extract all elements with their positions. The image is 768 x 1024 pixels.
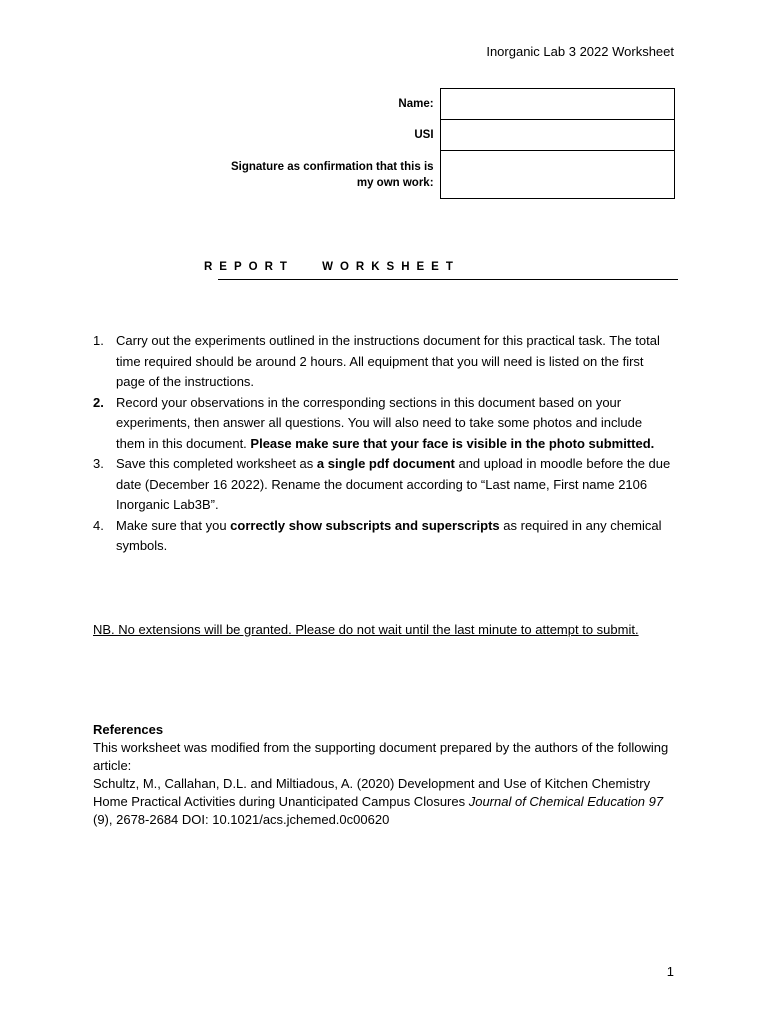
reference-citation <box>93 775 683 829</box>
instructions-list <box>93 331 673 557</box>
student-id-table <box>180 88 675 199</box>
references-intro: This worksheet was modified from the supporting document prepared by the authors of the following article: <box>93 740 669 773</box>
heading-rule <box>218 279 678 280</box>
usi-label: USI <box>414 129 434 141</box>
usi-field[interactable] <box>440 120 674 151</box>
instruction-item-2 <box>93 393 673 455</box>
signature-label <box>180 151 440 199</box>
signature-field[interactable] <box>440 151 674 199</box>
instruction-text: Make sure that you <box>116 517 231 533</box>
signature-row <box>180 151 675 199</box>
instruction-emphasis: Please make sure that your face is visible in the photo submitted. <box>250 435 655 451</box>
instruction-number: 4. <box>93 517 104 533</box>
instruction-number: 2. <box>93 394 104 410</box>
usi-row <box>180 120 675 151</box>
instruction-number: 1. <box>93 333 104 348</box>
signature-label-line2: my own work: <box>356 176 434 189</box>
instruction-text: and upload in moodle before the due date (December 16 2022). Rename the document according to “Last name, First name 2106 Inorganic Lab3B”. <box>116 456 671 512</box>
report-worksheet-heading <box>204 261 460 273</box>
instruction-emphasis: correctly show subscripts and superscripts <box>230 517 500 533</box>
references-title: References <box>93 722 164 737</box>
instruction-text: Save this completed worksheet as <box>116 456 317 471</box>
instruction-item-3 <box>93 454 673 516</box>
document-header-title: Inorganic Lab 3 2022 Worksheet <box>486 44 674 59</box>
instruction-text: Record your observations in the corresponding sections in this document based on your experiments, then answer all questions. You will also need to take some photos and include them in this document. <box>116 394 643 451</box>
report-heading-word1: REPORT <box>204 261 294 273</box>
references-section <box>93 721 683 829</box>
name-field[interactable] <box>440 89 674 120</box>
citation-details: (9), 2678-2684 DOI: 10.1021/acs.jchemed.0c00620 <box>93 812 390 827</box>
name-row <box>180 89 675 120</box>
citation-journal: Journal of Chemical Education 97 <box>468 794 664 809</box>
name-label: Name: <box>398 98 434 110</box>
report-heading-word2: WORKSHEET <box>322 261 460 273</box>
instruction-item-1 <box>93 331 673 393</box>
instruction-number: 3. <box>93 456 104 471</box>
instruction-item-4 <box>93 516 673 557</box>
instruction-text: Carry out the experiments outlined in the instructions document for this practical task. The total time required should be around 2 hours. All equipment that you will need is listed on the first page of the instructions. <box>116 333 660 389</box>
citation-authors-title: Schultz, M., Callahan, D.L. and Miltiadous, A. (2020) Development and Use of Kitchen Chemistry Home Practical Activities during Unanticipated Campus Closures <box>93 776 651 809</box>
page-number: 1 <box>666 964 674 979</box>
instruction-text: as required in any chemical symbols. <box>116 517 662 553</box>
signature-label-line1: Signature as confirmation that this is <box>230 160 434 173</box>
no-extensions-notice: NB. No extensions will be granted. Please do not wait until the last minute to attempt to submit. <box>93 622 639 637</box>
instruction-emphasis: a single pdf document <box>316 456 455 471</box>
